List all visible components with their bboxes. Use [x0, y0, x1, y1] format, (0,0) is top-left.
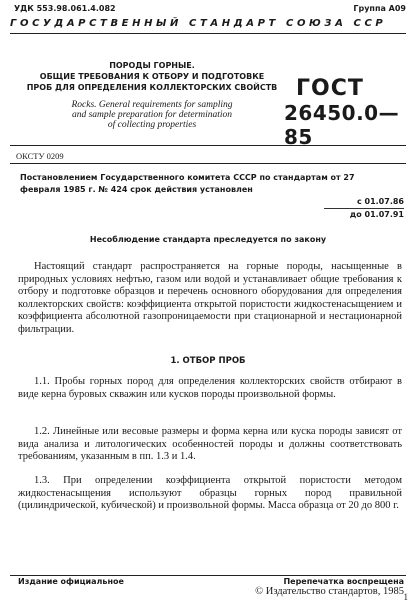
- english-title-line: Rocks. General requirements for sampling: [71, 100, 233, 110]
- group-code: Группа А09: [353, 4, 406, 13]
- paragraph-text: 1.2. Линейные или весовые размеры и форма керна или куска породы зависят от вида анализа и литологических особенностей породы и должны соответствовать требованиям, указанным в пп. 1.3 и 1.4.: [18, 426, 402, 463]
- paragraph-text: 1.3. При определении коэффициента открытой пористости методом жидкостенасыщения используют образцы горных пород правильной (цилиндрической, кубической) и произвольной формы. Масса образца от 20 до 800 г.: [18, 475, 402, 512]
- english-title-line: and sample preparation for determination: [71, 110, 233, 120]
- english-title: [32, 100, 272, 130]
- bottom-rule: [10, 575, 406, 576]
- decree-text: Постановлением Государственного комитета СССР по стандартам от 27 февраля 1985 г. № 424 срок действия установлен: [20, 173, 355, 194]
- top-rule: [10, 33, 406, 34]
- reprint-notice: Перепечатка воспрещена: [283, 577, 404, 586]
- validity-dates: [324, 196, 404, 220]
- english-title-line: of collecting properties: [107, 120, 197, 130]
- paragraph-1-2: [18, 426, 402, 464]
- paragraph-1-1: [18, 376, 402, 401]
- russian-title: [16, 60, 288, 93]
- okstu-code: ОКСТУ 0209: [16, 151, 64, 161]
- udk-code: УДК 553.98.061.4.082: [14, 4, 116, 13]
- russian-title-line: ОБЩИЕ ТРЕБОВАНИЯ К ОТБОРУ И ПОДГОТОВКЕ: [39, 72, 265, 81]
- official-edition: Издание официальное: [18, 577, 124, 586]
- copyright: © Издательство стандартов, 1985: [255, 586, 404, 597]
- gost-label: ГОСТ: [296, 76, 364, 101]
- gost-number: 26450.0—85: [284, 101, 400, 149]
- section-title: 1. ОТБОР ПРОБ: [170, 356, 246, 366]
- date-from: с 01.07.86: [356, 197, 404, 206]
- date-to: до 01.07.91: [324, 208, 404, 220]
- title-rule: [10, 145, 406, 146]
- page-number: 1: [403, 592, 408, 602]
- intro-paragraph: [18, 261, 402, 337]
- standard-line: ГОСУДАРСТВЕННЫЙ СТАНДАРТ СОЮЗА ССР: [10, 18, 387, 29]
- paragraph-text: 1.1. Пробы горных пород для определения коллекторских свойств отбирают в виде керна буровых скважин или кусков породы произвольной формы.: [18, 376, 402, 400]
- noncompliance-notice: Несоблюдение стандарта преследуется по закону: [89, 235, 327, 244]
- paragraph-1-3: [18, 475, 402, 513]
- intro-text: Настоящий стандарт распространяется на горные породы, насыщенные в природных условиях нефтью, газом или водой и устанавливает общие требования к отбору и подготовке образцов и перечень основного оборудования для определения коллекторских свойств: коэффициента открытой пористости жидкостенасыщением и коэффициента абсолютной газопроницаемости при стационарной и нестационарной фильтрации.: [18, 261, 402, 335]
- russian-title-line: ПРОБ ДЛЯ ОПРЕДЕЛЕНИЯ КОЛЛЕКТОРСКИХ СВОЙСТВ: [26, 83, 278, 92]
- okstu-rule: [10, 163, 406, 164]
- russian-title-line: ПОРОДЫ ГОРНЫЕ.: [109, 61, 195, 70]
